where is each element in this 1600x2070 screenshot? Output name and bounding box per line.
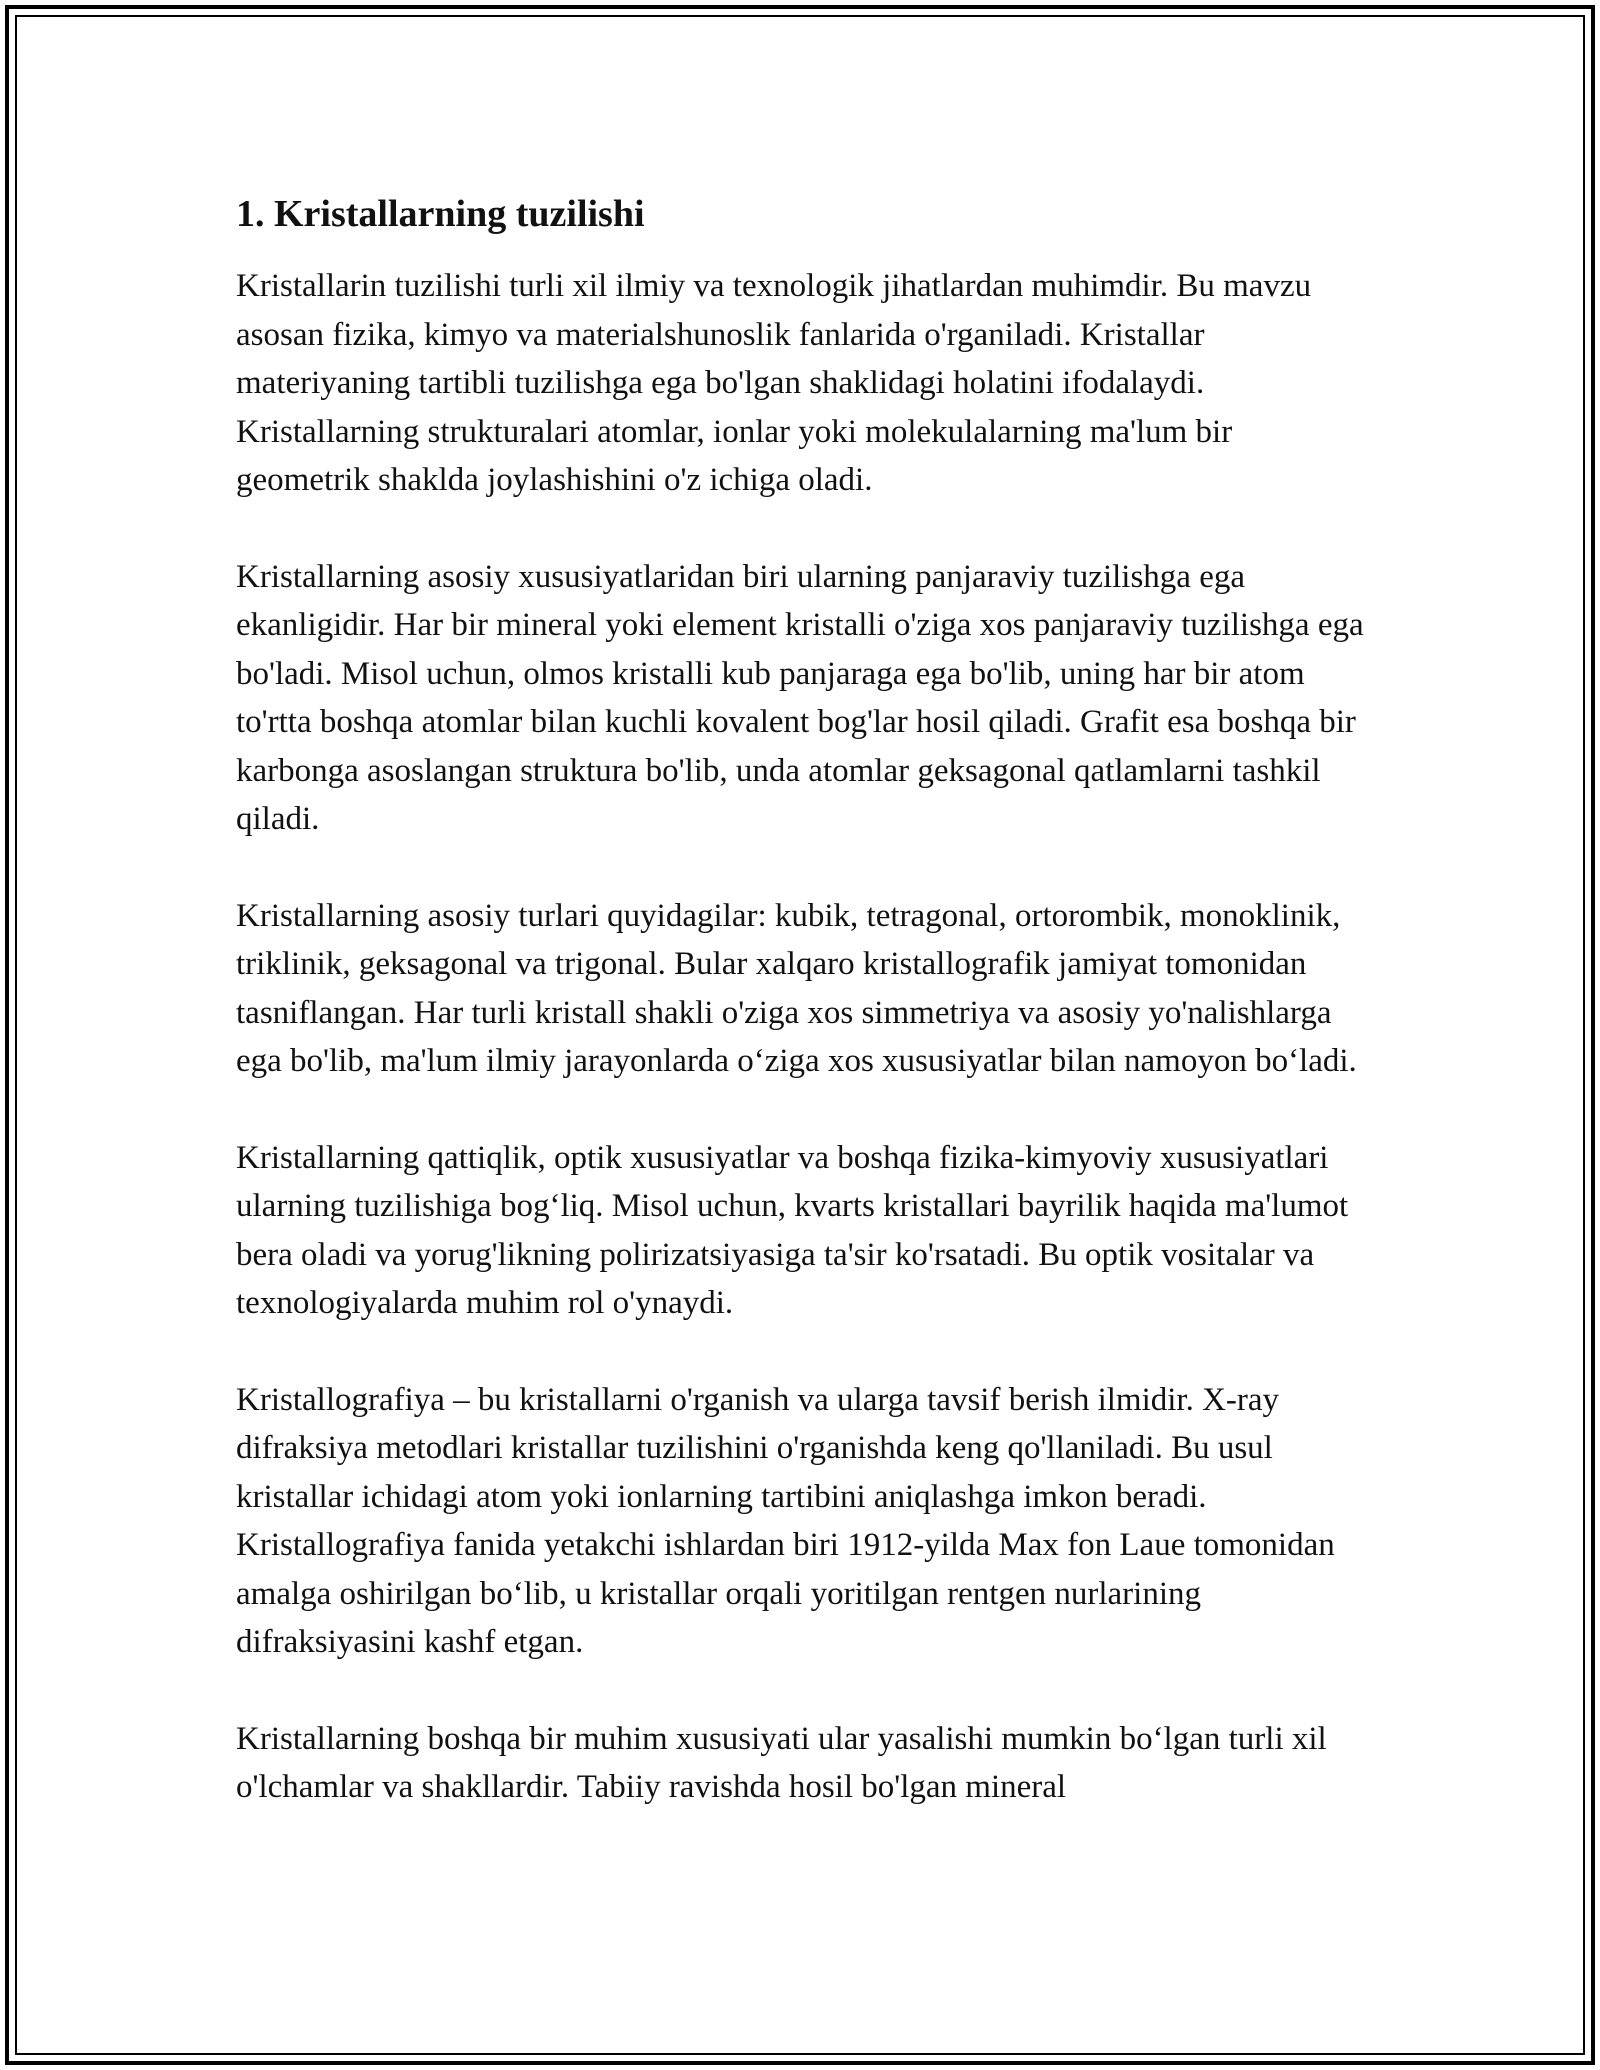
paragraph-6: Kristallarning boshqa bir muhim xususiyati ular yasalishi mumkin bo‘lgan turli xil o'lchamlar va shakllardir. Tabiiy ravishda hosil bo'lgan mineral (236, 1720, 1327, 1805)
paragraph-5: Kristallografiya – bu kristallarni o'rganish va ularga tavsif berish ilmidir. X-ray difraksiya metodlari kristallar tuzilishini o'rganishda keng qo'llaniladi. Bu usul kristallar ichidagi atom yoki ionlarning tartibini aniqlashga imkon beradi. Kristallografiya fanida yetakchi ishlardan biri 1912-yilda Max fon Laue tomonidan amalga oshirilgan bo‘lib, u kristallar orqali yoritilgan rentgen nurlarining difraksiyasini kashf etgan. (236, 1381, 1335, 1660)
section-title: 1. Kristallarning tuzilishi (236, 193, 645, 235)
paragraph-2: Kristallarning asosiy xususiyatlaridan biri ularning panjaraviy tuzilishga ega ekanligidir. Har bir mineral yoki element kristalli o'ziga xos panjaraviy tuzilishga ega bo'ladi. Misol uchun, olmos kristalli kub panjaraga ega bo'lib, uning har bir atom to'rtta boshqa atomlar bilan kuchli kovalent bog'lar hosil qiladi. Grafit esa boshqa bir karbonga asoslangan struktura bo'lib, unda atomlar geksagonal qatlamlarni tashkil qiladi. (236, 558, 1364, 837)
paragraph-1: Kristallarin tuzilishi turli xil ilmiy va texnologik jihatlardan muhimdir. Bu mavzu asosan fizika, kimyo va materialshunoslik fanlarida o'rganiladi. Kristallar materiyaning tartibli tuzilishga ega bo'lgan shaklidagi holatini ifodalaydi. Kristallarning strukturalari atomlar, ionlar yoki molekulalarning ma'lum bir geometrik shaklda joylashishini o'z ichiga oladi. (236, 268, 1312, 498)
paragraph-3: Kristallarning asosiy turlari quyidagilar: kubik, tetragonal, ortorombik, monoklinik, triklinik, geksagonal va trigonal. Bular xalqaro kristallografik jamiyat tomonidan tasniflangan. Har turli kristall shakli o'ziga xos simmetriya va asosiy yo'nalishlarga ega bo'lib, ma'lum ilmiy jarayonlarda o‘ziga xos xususiyatlar bilan namoyon bo‘ladi. (236, 897, 1357, 1079)
document-body (236, 188, 1366, 1812)
paragraph-4: Kristallarning qattiqlik, optik xususiyatlar va boshqa fizika-kimyoviy xususiyatlari ularning tuzilishiga bog‘liq. Misol uchun, kvarts kristallari bayrilik haqida ma'lumot bera oladi va yorug'likning polirizatsiyasiga ta'sir ko'rsatadi. Bu optik vositalar va texnologiyalarda muhim rol o'ynaydi. (236, 1139, 1349, 1321)
